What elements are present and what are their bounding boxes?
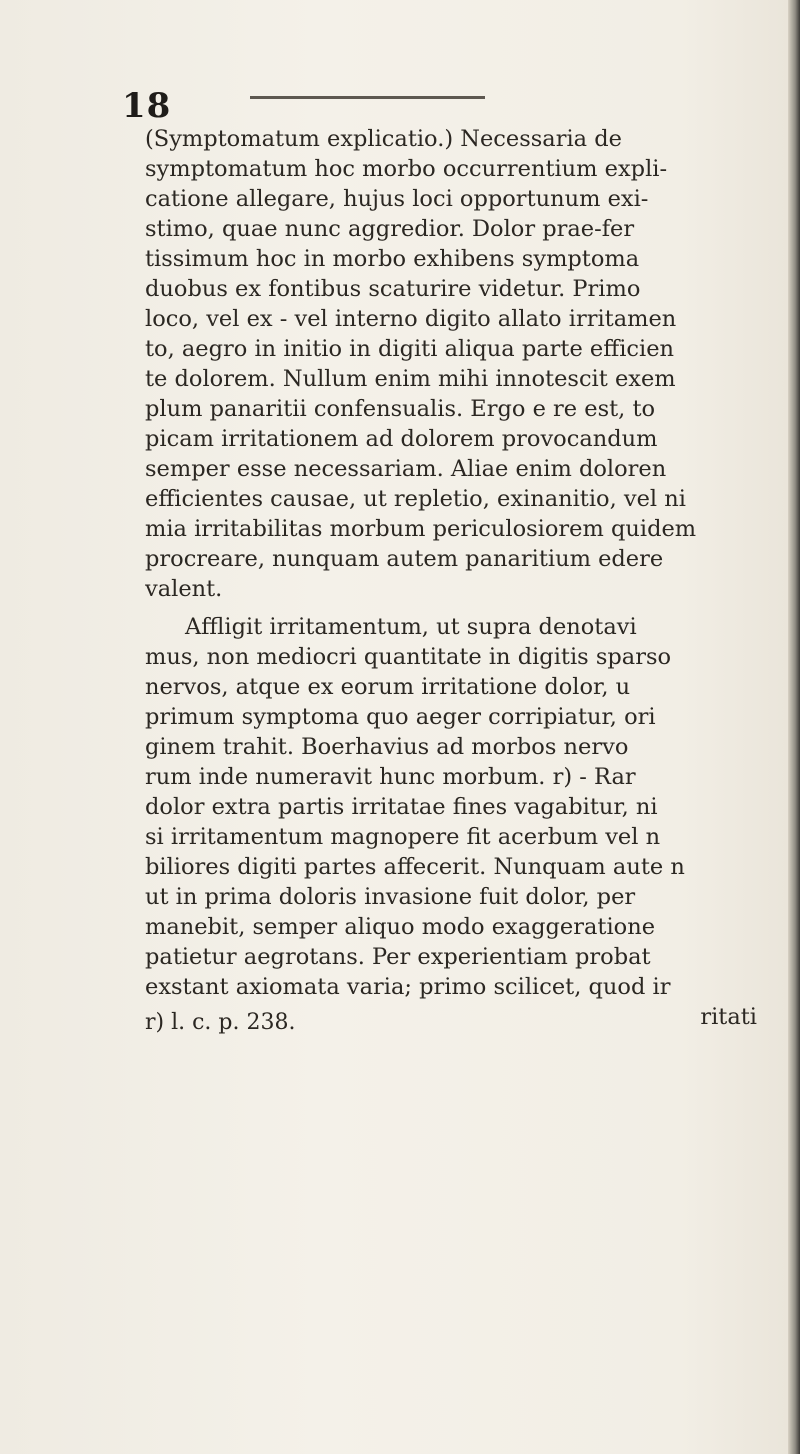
paragraph-start-line: Affligit irritamentum, ut supra denotavi <box>185 614 637 640</box>
text-line: picam irritationem ad dolorem provocandum <box>145 426 658 452</box>
text-line: ginem trahit. Boerhavius ad morbos nervo <box>145 734 629 760</box>
text-line: loco, vel ex - vel interno digito allato irritamen <box>145 306 677 332</box>
page-number: 18 <box>122 86 172 126</box>
page-edge-shadow <box>788 0 800 1454</box>
text-line: si irritamentum magnopere fit acerbum vel n <box>145 824 661 850</box>
footnote: r) l. c. p. 238. <box>145 1010 296 1035</box>
text-line: patietur aegrotans. Per experientiam probat <box>145 944 651 970</box>
text-line: dolor extra partis irritatae fines vagabitur, ni <box>145 794 658 820</box>
text-line: mia irritabilitas morbum periculosiorem quidem <box>145 516 697 542</box>
text-line: stimo, quae nunc aggredior. Dolor prae-fer <box>145 216 635 242</box>
text-line: (Symptomatum explicatio.) Necessaria de <box>145 126 622 152</box>
text-line: rum inde numeravit hunc morbum. r) - Rar <box>145 764 636 790</box>
text-line: to, aegro in initio in digiti aliqua parte efficien <box>145 336 675 362</box>
text-line: biliores digiti partes affecerit. Nunquam aute n <box>145 854 685 880</box>
text-line: efficientes causae, ut repletio, exinanitio, vel ni <box>145 486 686 512</box>
text-line: procreare, nunquam autem panaritium edere <box>145 546 664 572</box>
text-line: exstant axiomata varia; primo scilicet, quod ir <box>145 974 671 1000</box>
text-line: semper esse necessariam. Aliae enim doloren <box>145 456 667 482</box>
body-text <box>145 124 765 1032</box>
text-line: symptomatum hoc morbo occurrentium expli- <box>145 156 668 182</box>
text-line: valent. <box>145 576 223 602</box>
text-line: catione allegare, hujus loci opportunum exi- <box>145 186 649 212</box>
text-line: ut in prima doloris invasione fuit dolor, per <box>145 884 636 910</box>
text-line: primum symptoma quo aeger corripiatur, ori <box>145 704 656 730</box>
text-line: duobus ex fontibus scaturire videtur. Primo <box>145 276 641 302</box>
text-line: manebit, semper aliquo modo exaggeratione <box>145 914 656 940</box>
text-line: mus, non mediocri quantitate in digitis sparso <box>145 644 672 670</box>
text-line: te dolorem. Nullum enim mihi innotescit exem <box>145 366 676 392</box>
catchword: ritati <box>700 1004 757 1030</box>
text-line: nervos, atque ex eorum irritatione dolor, u <box>145 674 631 700</box>
text-line: plum panaritii confensualis. Ergo e re est, to <box>145 396 656 422</box>
header-rule <box>250 96 485 99</box>
text-line: tissimum hoc in morbo exhibens symptoma <box>145 246 640 272</box>
